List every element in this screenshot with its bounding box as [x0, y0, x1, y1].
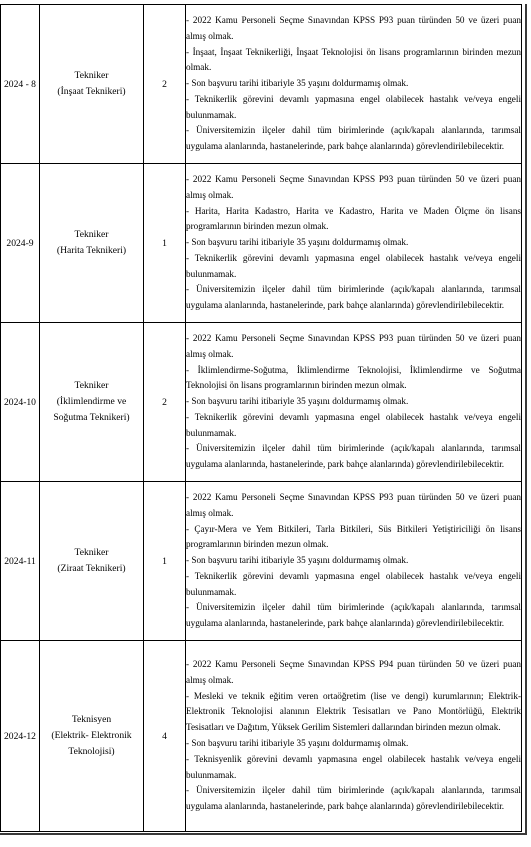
condition-item: - Üniversitemizin ilçeler dahil tüm birimlerinde (açık/kapalı alanlarında, tarımsal uygulama alanlarında, hastanelerinde, park bahçe alanlarında) görevlendirilebilecektir. [186, 602, 521, 629]
position-title-line: Tekniker [74, 229, 109, 240]
condition-item: - Üniversitemizin ilçeler dahil tüm birimlerinde (açık/kapalı alanlarında, tarımsal uygulama alanlarında, hastanelerinde, park bahçe alanlarında) görevlendirilebilecektir. [186, 125, 521, 152]
position-title-line: (İklimlendirme ve [56, 396, 127, 407]
condition-item: - 2022 Kamu Personeli Seçme Sınavından KPSS P93 puan türünden 50 ve üzeri puan almış olmak. [186, 14, 521, 41]
table-row [1, 482, 522, 641]
requirements-table [0, 4, 522, 832]
condition-item: - 2022 Kamu Personeli Seçme Sınavından KPSS P93 puan türünden 50 ve üzeri puan almış olmak. [186, 332, 521, 359]
position-title-line: (Ziraat Teknikeri) [57, 563, 126, 574]
position-count: 4 [144, 641, 186, 832]
condition-item: - Son başvuru tarihi itibariyle 35 yaşını doldurmamış olmak. [186, 237, 409, 248]
table-row [1, 164, 522, 323]
condition-item: - Üniversitemizin ilçeler dahil tüm birimlerinde (açık/kapalı alanlarında, tarımsal uygulama alanlarında, hastanelerinde, park bahçe alanlarında) görevlendirilebilecektir. [186, 443, 521, 470]
condition-item: - Teknisyenlik görevini devamlı yapmasına engel olabilecek hastalık ve/veya engeli bulunmamak. [186, 753, 521, 780]
position-conditions [186, 164, 522, 323]
position-title-line: (Elektrik- Elektronik [51, 730, 132, 741]
condition-item: - 2022 Kamu Personeli Seçme Sınavından KPSS P93 puan türünden 50 ve üzeri puan almış olmak. [186, 491, 521, 518]
position-title [40, 164, 144, 323]
condition-item: - Teknikerlik görevini devamlı yapmasına engel olabilecek hastalık ve/veya engeli bulunmamak. [186, 252, 521, 279]
position-count: 1 [144, 482, 186, 641]
position-conditions [186, 641, 522, 832]
position-title-line: (İnşaat Teknikeri) [57, 86, 126, 97]
position-code: 2024-10 [1, 323, 40, 482]
page-edge-shadow-right [525, 4, 527, 833]
table-row [1, 5, 522, 164]
table-row [1, 641, 522, 832]
position-title-line: Tekniker [74, 380, 109, 391]
condition-item: - 2022 Kamu Personeli Seçme Sınavından KPSS P94 puan türünden 50 ve üzeri puan almış olmak. [186, 659, 521, 685]
condition-item: - Çayır-Mera ve Yem Bitkileri, Tarla Bitkileri, Süs Bitkileri Yetiştiriciliği ön lisans programlarının birinden mezun olmak. [186, 523, 521, 550]
position-count: 2 [144, 323, 186, 482]
condition-item: - İklimlendirme-Soğutma, İklimlendirme Teknolojisi, İklimlendirme ve Soğutma Teknolojisi ön lisans programlarının birinden mezun olmak. [186, 364, 521, 391]
position-title [40, 482, 144, 641]
position-title-line: Soğutma Teknikeri) [53, 412, 130, 423]
condition-item: - 2022 Kamu Personeli Seçme Sınavından KPSS P93 puan türünden 50 ve üzeri puan almış olmak. [186, 173, 521, 200]
condition-item: - Teknikerlik görevini devamlı yapmasına engel olabilecek hastalık ve/veya engeli bulunmamak. [186, 570, 521, 597]
position-title [40, 5, 144, 164]
position-conditions [186, 482, 522, 641]
condition-item: - Teknikerlik görevini devamlı yapmasına engel olabilecek hastalık ve/veya engeli bulunmamak. [186, 93, 521, 120]
position-title-line: Tekniker [74, 547, 109, 558]
condition-item: - Harita, Harita Kadastro, Harita ve Kadastro, Harita ve Maden Ölçme ön lisans programlarının birinden mezun olmak. [186, 205, 521, 232]
page-edge-shadow-bottom [0, 833, 527, 835]
position-count: 2 [144, 5, 186, 164]
condition-item: - Son başvuru tarihi itibariyle 35 yaşını doldurmamış olmak. [186, 738, 409, 748]
condition-item: - Son başvuru tarihi itibariyle 35 yaşını doldurmamış olmak. [186, 78, 409, 89]
position-conditions [186, 5, 522, 164]
condition-item: - Mesleki ve teknik eğitim veren ortaöğretim (lise ve dengi) kurumlarının; Elektrik- Elektronik Teknolojisi alanının Elektrik Tesisatları ve Pano Montörlüğü, Elektrik Tesisatları ve Dağıtım, Yüksek Gerilim Sistemleri dallarından birinden mezun olmak. [186, 690, 521, 733]
position-title-line: (Harita Teknikeri) [56, 245, 127, 256]
condition-item: - Son başvuru tarihi itibariyle 35 yaşını doldurmamış olmak. [186, 555, 409, 566]
position-count: 1 [144, 164, 186, 323]
position-title-line: Teknisyen [71, 714, 112, 725]
position-code: 2024-11 [1, 482, 40, 641]
position-title [40, 323, 144, 482]
position-code: 2024-12 [1, 641, 40, 832]
table-row [1, 323, 522, 482]
position-title [40, 641, 144, 832]
condition-item: - Üniversitemizin ilçeler dahil tüm birimlerinde (açık/kapalı alanlarında, tarımsal uygulama alanlarında, hastanelerinde, park bahçe alanlarında) görevlendirilebilecektir. [186, 785, 521, 812]
position-conditions [186, 323, 522, 482]
position-code: 2024-9 [1, 164, 40, 323]
position-title-line: Tekniker [74, 70, 109, 81]
condition-item: - Üniversitemizin ilçeler dahil tüm birimlerinde (açık/kapalı alanlarında, tarımsal uygulama alanlarında, hastanelerinde, park bahçe alanlarında) görevlendirilebilecektir. [186, 284, 521, 311]
condition-item: - Son başvuru tarihi itibariyle 35 yaşını doldurmamış olmak. [186, 396, 409, 407]
position-code: 2024 - 8 [1, 5, 40, 164]
position-title-line: Teknolojisi) [68, 746, 115, 757]
condition-item: - Teknikerlik görevini devamlı yapmasına engel olabilecek hastalık ve/veya engeli bulunmamak. [186, 411, 521, 438]
condition-item: - İnşaat, İnşaat Teknikerliği, İnşaat Teknolojisi ön lisans programlarının birinden mezun olmak. [186, 46, 521, 73]
